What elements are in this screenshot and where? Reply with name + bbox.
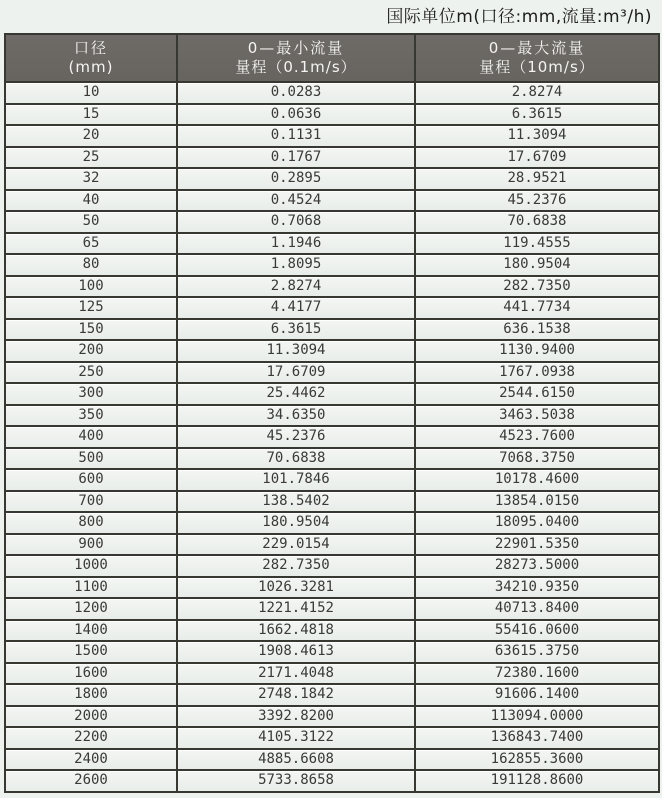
- cell-max-flow: 636.1538: [415, 319, 659, 341]
- table-row: [5, 577, 659, 599]
- table-row: [5, 469, 659, 491]
- table-row: [5, 297, 659, 319]
- col-header-min-flow-line2: 量程（0.1m/s）: [235, 58, 357, 76]
- col-header-max-flow: [415, 34, 659, 82]
- cell-diameter: 400: [5, 426, 177, 448]
- cell-min-flow: 45.2376: [177, 426, 415, 448]
- cell-diameter: 300: [5, 383, 177, 405]
- cell-max-flow: 6.3615: [415, 104, 659, 126]
- table-row: [5, 276, 659, 298]
- cell-diameter: 15: [5, 104, 177, 126]
- cell-diameter: 800: [5, 512, 177, 534]
- table-row: [5, 598, 659, 620]
- cell-min-flow: 1221.4152: [177, 598, 415, 620]
- table-row: [5, 770, 659, 792]
- cell-diameter: 20: [5, 125, 177, 147]
- table-row: [5, 684, 659, 706]
- cell-diameter: 2400: [5, 749, 177, 771]
- cell-diameter: 2200: [5, 727, 177, 749]
- cell-min-flow: 229.0154: [177, 534, 415, 556]
- cell-max-flow: 3463.5038: [415, 405, 659, 427]
- cell-diameter: 200: [5, 340, 177, 362]
- cell-min-flow: 11.3094: [177, 340, 415, 362]
- cell-max-flow: 2544.6150: [415, 383, 659, 405]
- cell-max-flow: 2.8274: [415, 82, 659, 104]
- cell-diameter: 25: [5, 147, 177, 169]
- cell-min-flow: 70.6838: [177, 448, 415, 470]
- header-row: [5, 34, 659, 82]
- cell-max-flow: 17.6709: [415, 147, 659, 169]
- table-row: [5, 534, 659, 556]
- cell-min-flow: 0.7068: [177, 211, 415, 233]
- table-row: [5, 362, 659, 384]
- cell-min-flow: 0.2895: [177, 168, 415, 190]
- flow-range-table: [4, 33, 660, 793]
- cell-max-flow: 13854.0150: [415, 491, 659, 513]
- cell-diameter: 2000: [5, 706, 177, 728]
- cell-min-flow: 2.8274: [177, 276, 415, 298]
- cell-min-flow: 1.8095: [177, 254, 415, 276]
- cell-min-flow: 1662.4818: [177, 620, 415, 642]
- cell-max-flow: 72380.1600: [415, 663, 659, 685]
- table-row: [5, 426, 659, 448]
- cell-min-flow: 5733.8658: [177, 770, 415, 792]
- cell-diameter: 250: [5, 362, 177, 384]
- cell-diameter: 1400: [5, 620, 177, 642]
- cell-min-flow: 282.7350: [177, 555, 415, 577]
- cell-min-flow: 0.0636: [177, 104, 415, 126]
- table-row: [5, 147, 659, 169]
- cell-diameter: 150: [5, 319, 177, 341]
- table-row: [5, 555, 659, 577]
- cell-max-flow: 180.9504: [415, 254, 659, 276]
- cell-max-flow: 10178.4600: [415, 469, 659, 491]
- table-row: [5, 190, 659, 212]
- table-row: [5, 405, 659, 427]
- table-row: [5, 641, 659, 663]
- cell-max-flow: 70.6838: [415, 211, 659, 233]
- cell-diameter: 350: [5, 405, 177, 427]
- cell-min-flow: 1.1946: [177, 233, 415, 255]
- cell-diameter: 2600: [5, 770, 177, 792]
- cell-max-flow: 18095.0400: [415, 512, 659, 534]
- cell-min-flow: 4105.3122: [177, 727, 415, 749]
- cell-max-flow: 113094.0000: [415, 706, 659, 728]
- col-header-min-flow-line1: 0—最小流量: [247, 39, 345, 57]
- table-row: [5, 663, 659, 685]
- table-row: [5, 254, 659, 276]
- cell-diameter: 40: [5, 190, 177, 212]
- cell-max-flow: 4523.7600: [415, 426, 659, 448]
- table-header: [5, 34, 659, 82]
- cell-max-flow: 191128.8600: [415, 770, 659, 792]
- cell-diameter: 1800: [5, 684, 177, 706]
- cell-diameter: 1000: [5, 555, 177, 577]
- table-row: [5, 491, 659, 513]
- cell-max-flow: 63615.3750: [415, 641, 659, 663]
- cell-min-flow: 25.4462: [177, 383, 415, 405]
- table-row: [5, 448, 659, 470]
- col-header-diameter-line2: (mm): [68, 58, 114, 76]
- table-row: [5, 620, 659, 642]
- table-row: [5, 383, 659, 405]
- cell-diameter: 500: [5, 448, 177, 470]
- cell-max-flow: 91606.1400: [415, 684, 659, 706]
- table-row: [5, 82, 659, 104]
- table-row: [5, 340, 659, 362]
- cell-min-flow: 1026.3281: [177, 577, 415, 599]
- cell-min-flow: 0.1767: [177, 147, 415, 169]
- cell-max-flow: 28273.5000: [415, 555, 659, 577]
- col-header-min-flow: [177, 34, 415, 82]
- cell-diameter: 125: [5, 297, 177, 319]
- cell-diameter: 32: [5, 168, 177, 190]
- table-row: [5, 727, 659, 749]
- cell-min-flow: 101.7846: [177, 469, 415, 491]
- cell-max-flow: 1130.9400: [415, 340, 659, 362]
- col-header-diameter: [5, 34, 177, 82]
- table-row: [5, 706, 659, 728]
- cell-min-flow: 17.6709: [177, 362, 415, 384]
- cell-min-flow: 0.4524: [177, 190, 415, 212]
- cell-diameter: 50: [5, 211, 177, 233]
- cell-min-flow: 34.6350: [177, 405, 415, 427]
- table-row: [5, 168, 659, 190]
- cell-min-flow: 2748.1842: [177, 684, 415, 706]
- table-row: [5, 319, 659, 341]
- cell-diameter: 10: [5, 82, 177, 104]
- col-header-max-flow-line1: 0—最大流量: [488, 39, 586, 57]
- cell-min-flow: 4.4177: [177, 297, 415, 319]
- cell-min-flow: 3392.8200: [177, 706, 415, 728]
- cell-diameter: 100: [5, 276, 177, 298]
- table-row: [5, 749, 659, 771]
- cell-min-flow: 0.0283: [177, 82, 415, 104]
- cell-max-flow: 136843.7400: [415, 727, 659, 749]
- cell-max-flow: 7068.3750: [415, 448, 659, 470]
- cell-max-flow: 441.7734: [415, 297, 659, 319]
- table-body: [5, 82, 659, 792]
- table-row: [5, 512, 659, 534]
- cell-max-flow: 40713.8400: [415, 598, 659, 620]
- cell-diameter: 600: [5, 469, 177, 491]
- table-row: [5, 211, 659, 233]
- cell-min-flow: 1908.4613: [177, 641, 415, 663]
- cell-max-flow: 45.2376: [415, 190, 659, 212]
- cell-min-flow: 4885.6608: [177, 749, 415, 771]
- cell-min-flow: 180.9504: [177, 512, 415, 534]
- cell-diameter: 1100: [5, 577, 177, 599]
- cell-diameter: 900: [5, 534, 177, 556]
- cell-max-flow: 28.9521: [415, 168, 659, 190]
- cell-max-flow: 34210.9350: [415, 577, 659, 599]
- cell-max-flow: 11.3094: [415, 125, 659, 147]
- cell-min-flow: 0.1131: [177, 125, 415, 147]
- cell-diameter: 1500: [5, 641, 177, 663]
- table-row: [5, 233, 659, 255]
- cell-max-flow: 1767.0938: [415, 362, 659, 384]
- cell-max-flow: 119.4555: [415, 233, 659, 255]
- cell-diameter: 700: [5, 491, 177, 513]
- cell-diameter: 80: [5, 254, 177, 276]
- page-title: 国际单位m(口径:mm,流量:m³/h): [386, 7, 652, 27]
- cell-diameter: 1600: [5, 663, 177, 685]
- cell-max-flow: 22901.5350: [415, 534, 659, 556]
- col-header-max-flow-line2: 量程（10m/s）: [479, 58, 595, 76]
- table-row: [5, 125, 659, 147]
- cell-diameter: 65: [5, 233, 177, 255]
- cell-min-flow: 138.5402: [177, 491, 415, 513]
- cell-max-flow: 162855.3600: [415, 749, 659, 771]
- cell-min-flow: 6.3615: [177, 319, 415, 341]
- col-header-diameter-line1: 口径: [73, 39, 108, 57]
- cell-max-flow: 55416.0600: [415, 620, 659, 642]
- cell-max-flow: 282.7350: [415, 276, 659, 298]
- cell-diameter: 1200: [5, 598, 177, 620]
- table-row: [5, 104, 659, 126]
- cell-min-flow: 2171.4048: [177, 663, 415, 685]
